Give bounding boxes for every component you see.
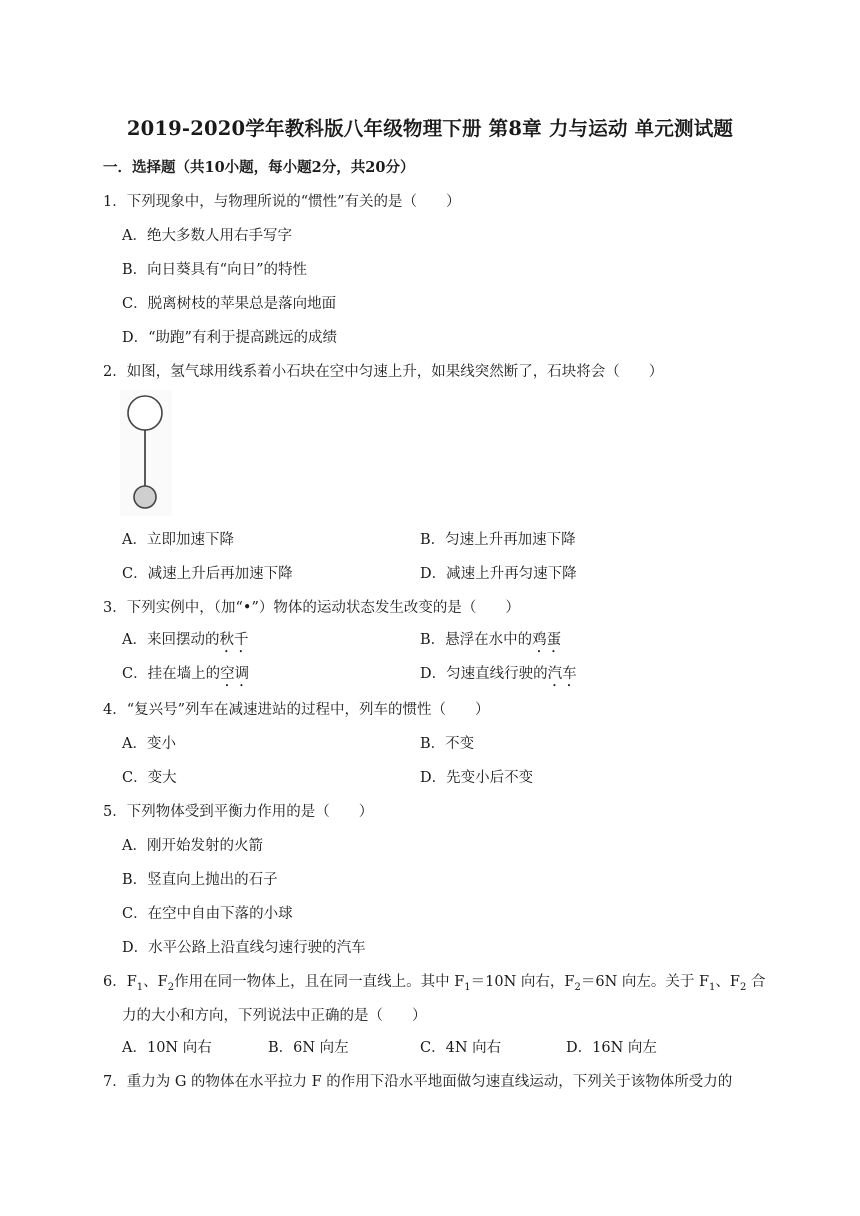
question-6-option-c[interactable]: C．4N 向右 <box>420 1040 502 1056</box>
option-text: C．挂在墙上的 <box>122 666 221 682</box>
question-3-option-c[interactable] <box>122 662 249 690</box>
question-2-option-c[interactable]: C．减速上升后再加速下降 <box>122 566 293 582</box>
subscript: 2 <box>167 981 175 993</box>
balloon-stone-figure <box>120 390 172 516</box>
subscript: 1 <box>464 981 471 993</box>
question-1-option-d[interactable]: D．“助跑”有利于提高跳远的成绩 <box>122 330 337 346</box>
question-2-option-d[interactable]: D．减速上升再匀速下降 <box>420 566 577 582</box>
question-2-option-a[interactable]: A．立即加速下降 <box>122 532 234 548</box>
question-4-stem: 4．“复兴号”列车在减速进站的过程中，列车的惯性（ ） <box>103 702 490 718</box>
emphasized-object: 秋千 <box>219 632 249 648</box>
emphasized-object: 空调 <box>220 666 250 682</box>
section-heading: 一．选择题（共10小题，每小题2分，共20分） <box>103 159 415 176</box>
question-6-option-d[interactable]: D．16N 向左 <box>566 1040 657 1056</box>
stem-text: 合 <box>746 974 766 990</box>
question-5-option-c[interactable]: C．在空中自由下落的小球 <box>122 906 293 922</box>
page-title: 2019-2020学年教科版八年级物理下册 第8章 力与运动 单元测试题 <box>126 117 734 140</box>
question-4-option-c[interactable]: C．变大 <box>122 770 177 786</box>
stem-text: 、F <box>715 974 740 990</box>
emphasized-object: 汽车 <box>547 666 577 682</box>
question-4-option-d[interactable]: D．先变小后不变 <box>420 770 534 786</box>
balloon-icon <box>128 396 162 430</box>
question-1-option-a[interactable]: A．绝大多数人用右手写字 <box>122 228 292 244</box>
question-4-option-b[interactable]: B．不变 <box>420 736 475 752</box>
stem-text: 、F <box>143 974 168 990</box>
question-3-option-d[interactable] <box>420 662 577 690</box>
question-6-stem <box>103 970 765 993</box>
option-text: D．匀速直线行驶的 <box>420 666 548 682</box>
question-3-option-b[interactable] <box>420 628 561 656</box>
question-6-option-a[interactable]: A．10N 向右 <box>122 1040 212 1056</box>
subscript: 1 <box>136 981 144 993</box>
question-2-stem: 2．如图，氢气球用线系着小石块在空中匀速上升，如果线突然断了，石块将会（ ） <box>103 364 664 380</box>
subscript: 2 <box>739 981 747 993</box>
stem-text: ＝6N 向左。关于 F <box>580 974 710 990</box>
question-1-option-b[interactable]: B．向日葵具有“向日”的特性 <box>122 262 307 278</box>
question-6-option-b[interactable]: B．6N 向左 <box>268 1040 349 1056</box>
option-text: A．来回摆动的 <box>122 632 220 648</box>
question-7-stem: 7．重力为 G 的物体在水平拉力 F 的作用下沿水平地面做匀速直线运动，下列关于该物体所受力的 <box>103 1074 733 1090</box>
question-5-option-d[interactable]: D．水平公路上沿直线匀速行驶的汽车 <box>122 940 366 956</box>
question-3-stem: 3．下列实例中，（加“•”）物体的运动状态发生改变的是（ ） <box>103 600 520 616</box>
question-5-option-b[interactable]: B．竖直向上抛出的石子 <box>122 872 278 888</box>
stem-text: 作用在同一物体上，且在同一直线上。其中 F <box>174 974 465 990</box>
subscript: 2 <box>574 981 581 993</box>
question-2-option-b[interactable]: B．匀速上升再加速下降 <box>420 532 576 548</box>
stone-icon <box>134 486 156 508</box>
question-1-stem: 1．下列现象中，与物理所说的“惯性”有关的是（ ） <box>103 194 461 210</box>
question-4-option-a[interactable]: A．变小 <box>122 736 176 752</box>
question-5-stem: 5．下列物体受到平衡力作用的是（ ） <box>103 804 374 820</box>
question-5-option-a[interactable]: A．刚开始发射的火箭 <box>122 838 263 854</box>
stem-text: 6．F <box>103 974 137 990</box>
emphasized-object: 鸡蛋 <box>532 632 562 648</box>
question-6-stem-line-2: 力的大小和方向，下列说法中正确的是（ ） <box>122 1008 427 1024</box>
question-1-option-c[interactable]: C．脱离树枝的苹果总是落向地面 <box>122 296 337 312</box>
option-text: B．悬浮在水中的 <box>420 632 533 648</box>
stem-text: ＝10N 向右，F <box>470 974 575 990</box>
subscript: 1 <box>709 981 716 993</box>
question-3-option-a[interactable] <box>122 628 248 656</box>
